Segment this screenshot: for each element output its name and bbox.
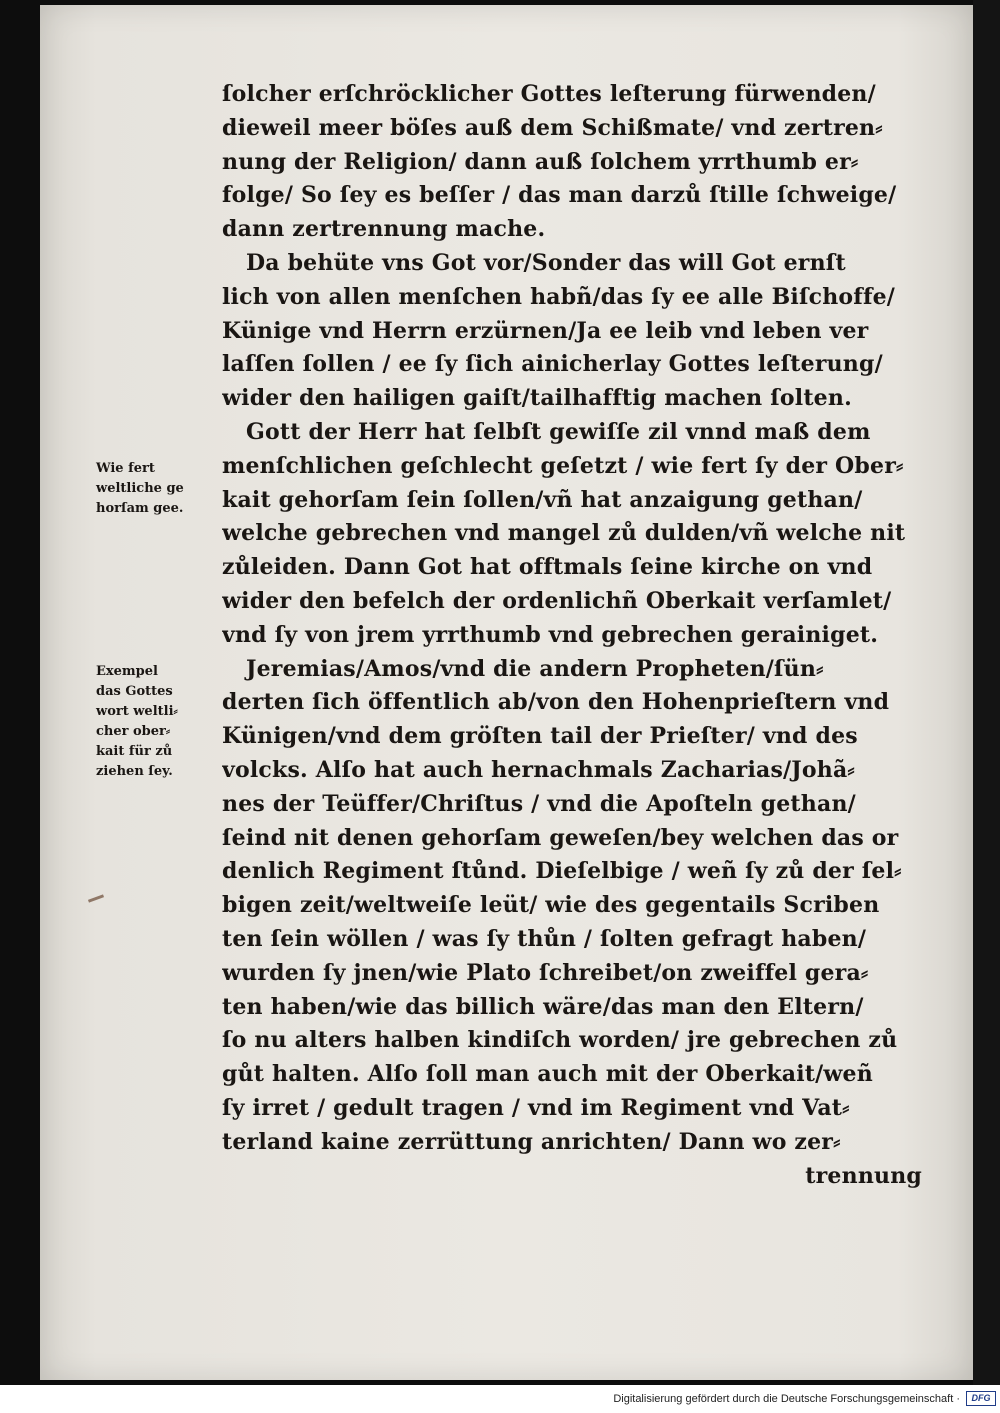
text-line: Künigen/vnd dem gröſten tail der Prieſter/ vnd des	[222, 723, 858, 750]
margin-note-line: kait für zů	[96, 744, 173, 759]
margin-note-line: cher ober⸗	[96, 724, 171, 739]
body-text	[222, 78, 922, 1193]
dfg-logo: DFG	[966, 1391, 996, 1406]
text-line: vnd ſy von jrem yrrthumb vnd gebrechen gerainiget.	[222, 621, 879, 648]
margin-note-line: wort weltli⸗	[96, 704, 178, 719]
margin-note-line: horſam gee.	[96, 501, 184, 516]
text-line: ſy irret / gedult tragen / vnd im Regiment vnd Vat⸗	[222, 1094, 850, 1121]
text-line: Künige vnd Herrn erzürnen/Ja ee leib vnd leben ver	[222, 317, 869, 344]
margin-note-line: weltliche ge	[96, 481, 184, 496]
margin-note-line: ziehen ſey.	[96, 764, 173, 779]
text-line: wider den hailigen gaiſt/tailhafftig machen ſolten.	[222, 385, 852, 412]
text-line: dieweil meer böſes auß dem Schißmate/ vnd zertren⸗	[222, 114, 883, 141]
text-line: kait gehorſam ſein ſollen/vñ hat anzaigung gethan/	[222, 486, 863, 513]
text-line: nes der Teüffer/Chriſtus / vnd die Apoſteln gethan/	[222, 790, 856, 817]
margin-note-obedience	[96, 459, 224, 519]
text-line: laſſen ſollen / ee ſy ſich ainicherlay Gottes leſterung/	[222, 351, 883, 378]
text-line: folge/ So ſey es beſſer / das man darzů ſtille ſchweige/	[222, 182, 897, 209]
margin-note-example	[96, 662, 224, 782]
text-line: welche gebrechen vnd mangel zů dulden/vñ welche nit	[222, 520, 906, 547]
text-line: denlich Regiment ſtůnd. Dieſelbige / weñ ſy zů der ſel⸗	[222, 858, 902, 885]
text-line: ſo nu alters halben kindiſch worden/ jre gebrechen zů	[222, 1027, 898, 1054]
text-line: menſchlichen geſchlecht geſetzt / wie fert ſy der Ober⸗	[222, 452, 904, 479]
text-line: ten haben/wie das billich wäre/das man den Eltern/	[222, 993, 864, 1020]
margin-note-line: Exempel	[96, 664, 158, 679]
catchword: trennung	[805, 1162, 922, 1189]
footer-bar	[0, 1385, 1000, 1413]
text-line: lich von allen menſchen habñ/das ſy ee alle Biſchoffe/	[222, 283, 896, 310]
margin-note-line: Wie fert	[96, 461, 155, 476]
margin-note-line: das Gottes	[96, 684, 173, 699]
text-line: derten ſich öffentlich ab/von den Hohenprieſtern vnd	[222, 689, 890, 716]
text-line: wurden ſy jnen/wie Plato ſchreibet/on zweiffel gera⸗	[222, 959, 869, 986]
text-line: gůt halten. Alſo ſoll man auch mit der Oberkait/weñ	[222, 1061, 873, 1088]
funding-credit: Digitalisierung gefördert durch die Deutsche Forschungsgemeinschaft ·	[613, 1393, 960, 1405]
text-line: Da behüte vns Got vor/Sonder das will Got ernſt	[246, 249, 846, 276]
text-line: Gott der Herr hat ſelbſt gewiſſe zil vnnd maß dem	[246, 418, 871, 445]
scan-right-edge	[973, 0, 1000, 1385]
text-line: Jeremias/Amos/vnd die andern Propheten/ſün⸗	[246, 655, 824, 682]
text-line: volcks. Alſo hat auch hernachmals Zacharias/Johã⸗	[222, 756, 855, 783]
text-line: wider den befelch der ordenlichñ Oberkait verſamlet/	[222, 587, 892, 614]
text-line: ten ſein wöllen / was ſy thůn / ſolten gefragt haben/	[222, 925, 867, 952]
text-line: ſolcher erſchröcklicher Gottes leſterung fürwenden/	[222, 81, 876, 107]
text-line: terland kaine zerrüttung anrichten/ Dann wo zer⸗	[222, 1128, 841, 1155]
text-line: dann zertrennung mache.	[222, 216, 546, 243]
text-line: ſeind nit denen gehorſam geweſen/bey welchen das or	[222, 824, 899, 851]
text-line: nung der Religion/ dann auß ſolchem yrrthumb er⸗	[222, 148, 859, 175]
text-line: bigen zeit/weltweiſe leüt/ wie des gegentails Scriben	[222, 892, 880, 919]
text-line: zůleiden. Dann Got hat offtmals ſeine kirche on vnd	[222, 554, 873, 581]
